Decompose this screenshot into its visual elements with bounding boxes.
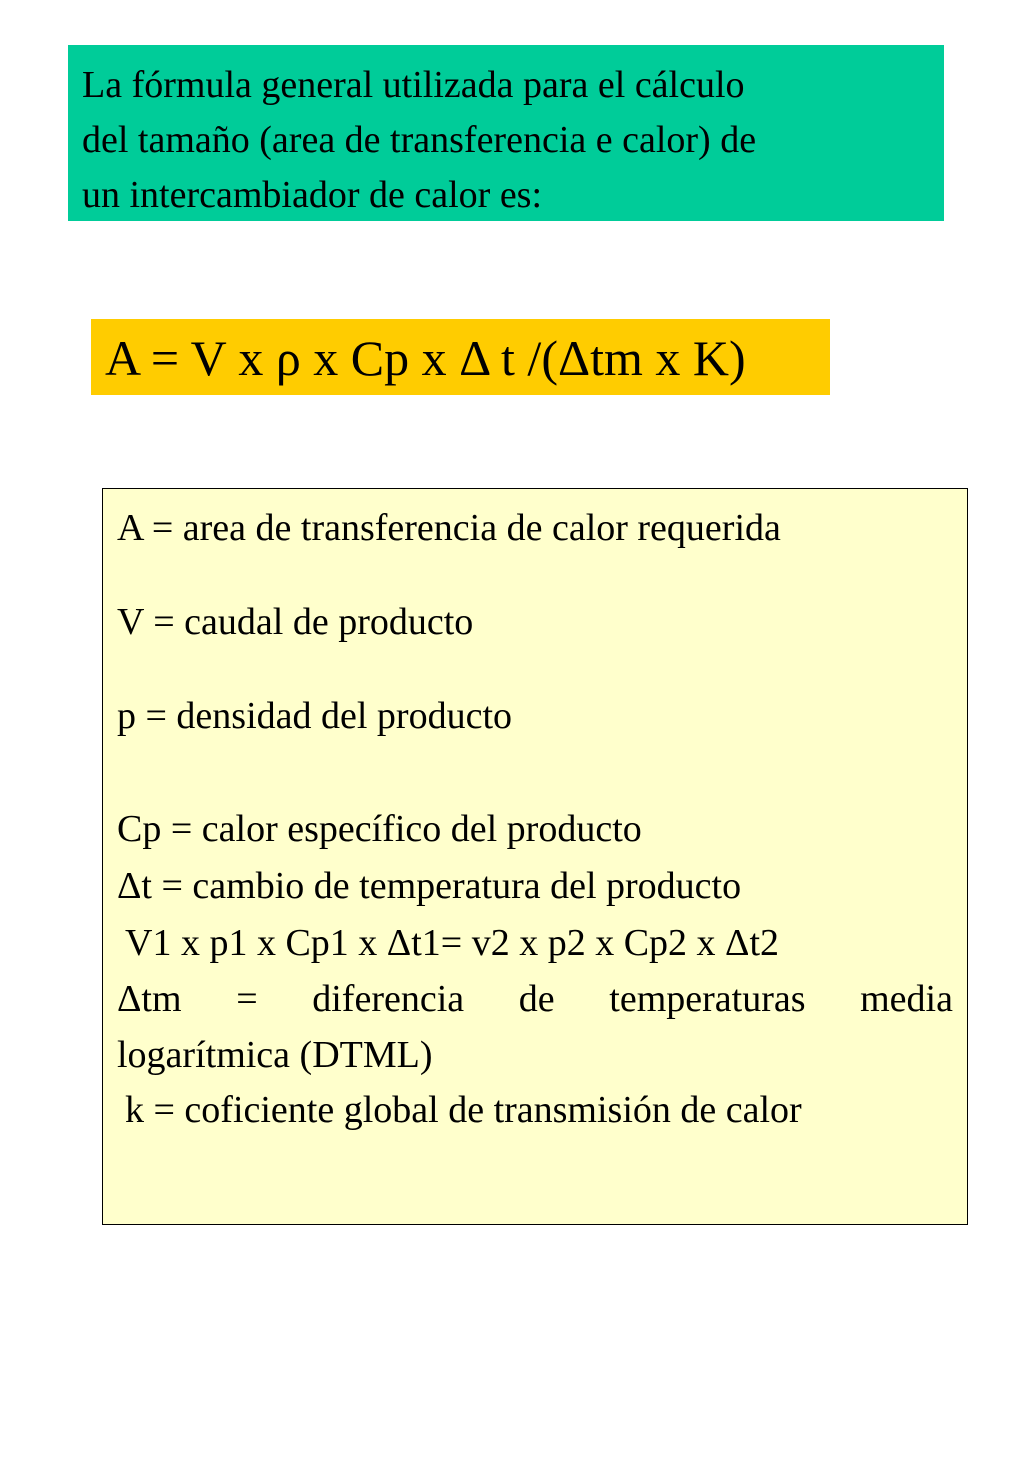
definition-dtml-continuation: logarítmica (DTML) bbox=[117, 1034, 433, 1076]
dtml-word: Δtm bbox=[117, 978, 182, 1020]
definitions-box bbox=[102, 488, 968, 1225]
dtml-word: de bbox=[518, 978, 555, 1020]
definition-area: A = area de transferencia de calor requerida bbox=[117, 507, 781, 549]
definition-coeficiente: k = coficiente global de transmisión de calor bbox=[125, 1089, 802, 1131]
dtml-word: temperaturas bbox=[609, 978, 806, 1020]
definition-calor-especifico: Cp = calor específico del producto bbox=[117, 808, 642, 850]
definition-caudal: V = caudal de producto bbox=[117, 601, 474, 643]
definition-dtml bbox=[117, 977, 953, 1021]
definition-densidad: p = densidad del producto bbox=[117, 695, 513, 737]
intro-line-2: del tamaño (area de transferencia e calor) de bbox=[82, 119, 757, 161]
dtml-word: media bbox=[860, 978, 953, 1020]
formula-text: A = V x ρ x Cp x Δ t /(Δtm x K) bbox=[105, 330, 746, 386]
definition-delta-t: Δt = cambio de temperatura del producto bbox=[117, 865, 742, 907]
intro-line-3: un intercambiador de calor es: bbox=[82, 174, 543, 216]
dtml-word: diferencia bbox=[312, 978, 465, 1020]
intro-line-1: La fórmula general utilizada para el cálculo bbox=[82, 64, 745, 106]
formula-box bbox=[91, 319, 830, 395]
definition-balance: V1 x p1 x Cp1 x Δt1= v2 x p2 x Cp2 x Δt2 bbox=[125, 922, 780, 964]
dtml-word: = bbox=[236, 978, 258, 1020]
intro-box bbox=[68, 45, 944, 221]
